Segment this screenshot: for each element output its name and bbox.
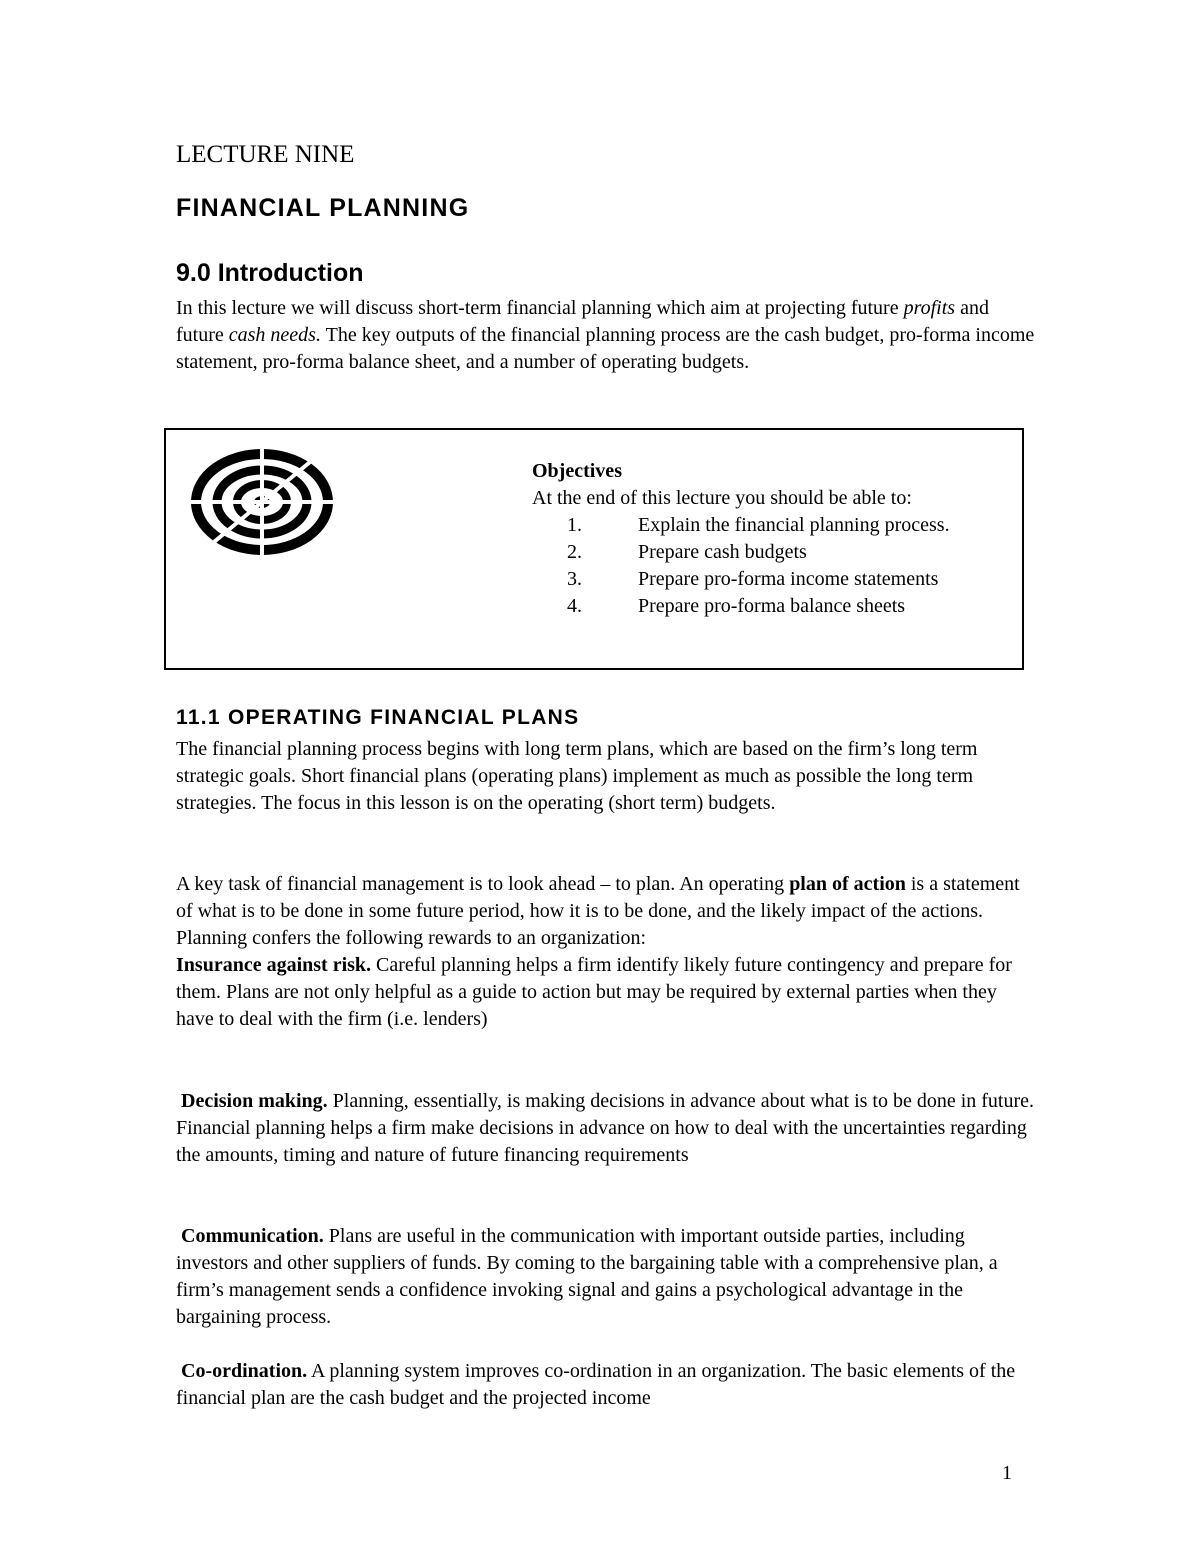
paragraph-text: is a statement of what is to be done in some future period, how it is to be done, and the likely impact of the actions. Planning confers the following rewards to an organization:: [176, 873, 1020, 949]
objective-number: 4.: [567, 595, 582, 617]
bold-term-insurance: Insurance against risk.: [176, 954, 372, 976]
objective-number: 3.: [567, 568, 582, 590]
paragraph-text: The financial planning process begins with long term plans, which are based on the firm’s long term strategic goals. Short financial plans (operating plans) implement as much as possible the long term strategies. The focus in this lesson is on the operating (short term) budgets.: [176, 738, 978, 814]
communication-paragraph: [176, 1223, 1036, 1331]
page-number: 1: [1002, 1462, 1012, 1484]
intro-paragraph: [176, 295, 1036, 376]
intro-emphasis-cash-needs: cash needs.: [228, 324, 321, 346]
target-icon: [188, 448, 336, 556]
paragraph-text: Careful planning helps a firm identify likely future contingency and prepare for them. Plans are not only helpful as a guide to action but may be required by external parties when they have to deal with the firm (i.e. lenders): [176, 954, 1012, 1030]
objective-item: [532, 566, 1012, 593]
bold-term-plan-of-action: plan of action: [789, 873, 906, 895]
objectives-list: [532, 512, 1012, 620]
coordination-paragraph: [176, 1358, 1036, 1412]
objective-number: 1.: [567, 514, 582, 536]
bold-term-coordination: Co-ordination.: [181, 1360, 308, 1382]
operating-plans-paragraph: [176, 736, 1036, 817]
plan-of-action-paragraph: [176, 871, 1036, 1033]
decision-making-paragraph: [176, 1088, 1036, 1169]
objectives-content: [532, 458, 1012, 620]
lecture-label: LECTURE NINE: [176, 141, 355, 168]
bold-term-decision-making: Decision making.: [181, 1090, 328, 1112]
objectives-box: [164, 428, 1024, 670]
document-title: FINANCIAL PLANNING: [176, 194, 470, 222]
intro-emphasis-profits: profits: [903, 297, 956, 319]
paragraph-text: Plans are useful in the communication with important outside parties, including investors and other suppliers of funds. By coming to the bargaining table with a comprehensive plan, a firm’s management sends a confidence invoking signal and gains a psychological advantage in the bargaining process.: [176, 1225, 998, 1328]
objective-text: Prepare cash budgets: [638, 541, 807, 563]
intro-text-1: In this lecture we will discuss short-term financial planning which aim at projecting future: [176, 297, 904, 319]
objective-item: [532, 593, 1012, 620]
paragraph-text: A key task of financial management is to look ahead – to plan. An operating: [176, 873, 790, 895]
intro-text-2: and future: [176, 297, 989, 346]
objective-item: [532, 512, 1012, 539]
objectives-lead: At the end of this lecture you should be able to:: [532, 487, 912, 509]
intro-text-3: The key outputs of the financial planning process are the cash budget, pro-forma income statement, pro-forma balance sheet, and a number of operating budgets.: [176, 324, 1035, 373]
objective-text: Prepare pro-forma balance sheets: [638, 595, 906, 617]
section-heading-operating-plans: 11.1 OPERATING FINANCIAL PLANS: [176, 706, 580, 729]
objectives-title: Objectives: [532, 460, 622, 482]
paragraph-text: Planning, essentially, is making decisions in advance about what is to be done in future. Financial planning helps a firm make decisions in advance on how to deal with the uncertainties regarding the amounts, timing and nature of future financing requirements: [176, 1090, 1035, 1166]
objective-number: 2.: [567, 541, 582, 563]
paragraph-text: A planning system improves co-ordination in an organization. The basic elements of the financial plan are the cash budget and the projected income: [176, 1360, 1016, 1409]
objective-item: [532, 539, 1012, 566]
bold-term-communication: Communication.: [181, 1225, 324, 1247]
intro-heading: 9.0 Introduction: [176, 259, 364, 287]
objective-text: Prepare pro-forma income statements: [638, 568, 939, 590]
objective-text: Explain the financial planning process.: [638, 514, 950, 536]
